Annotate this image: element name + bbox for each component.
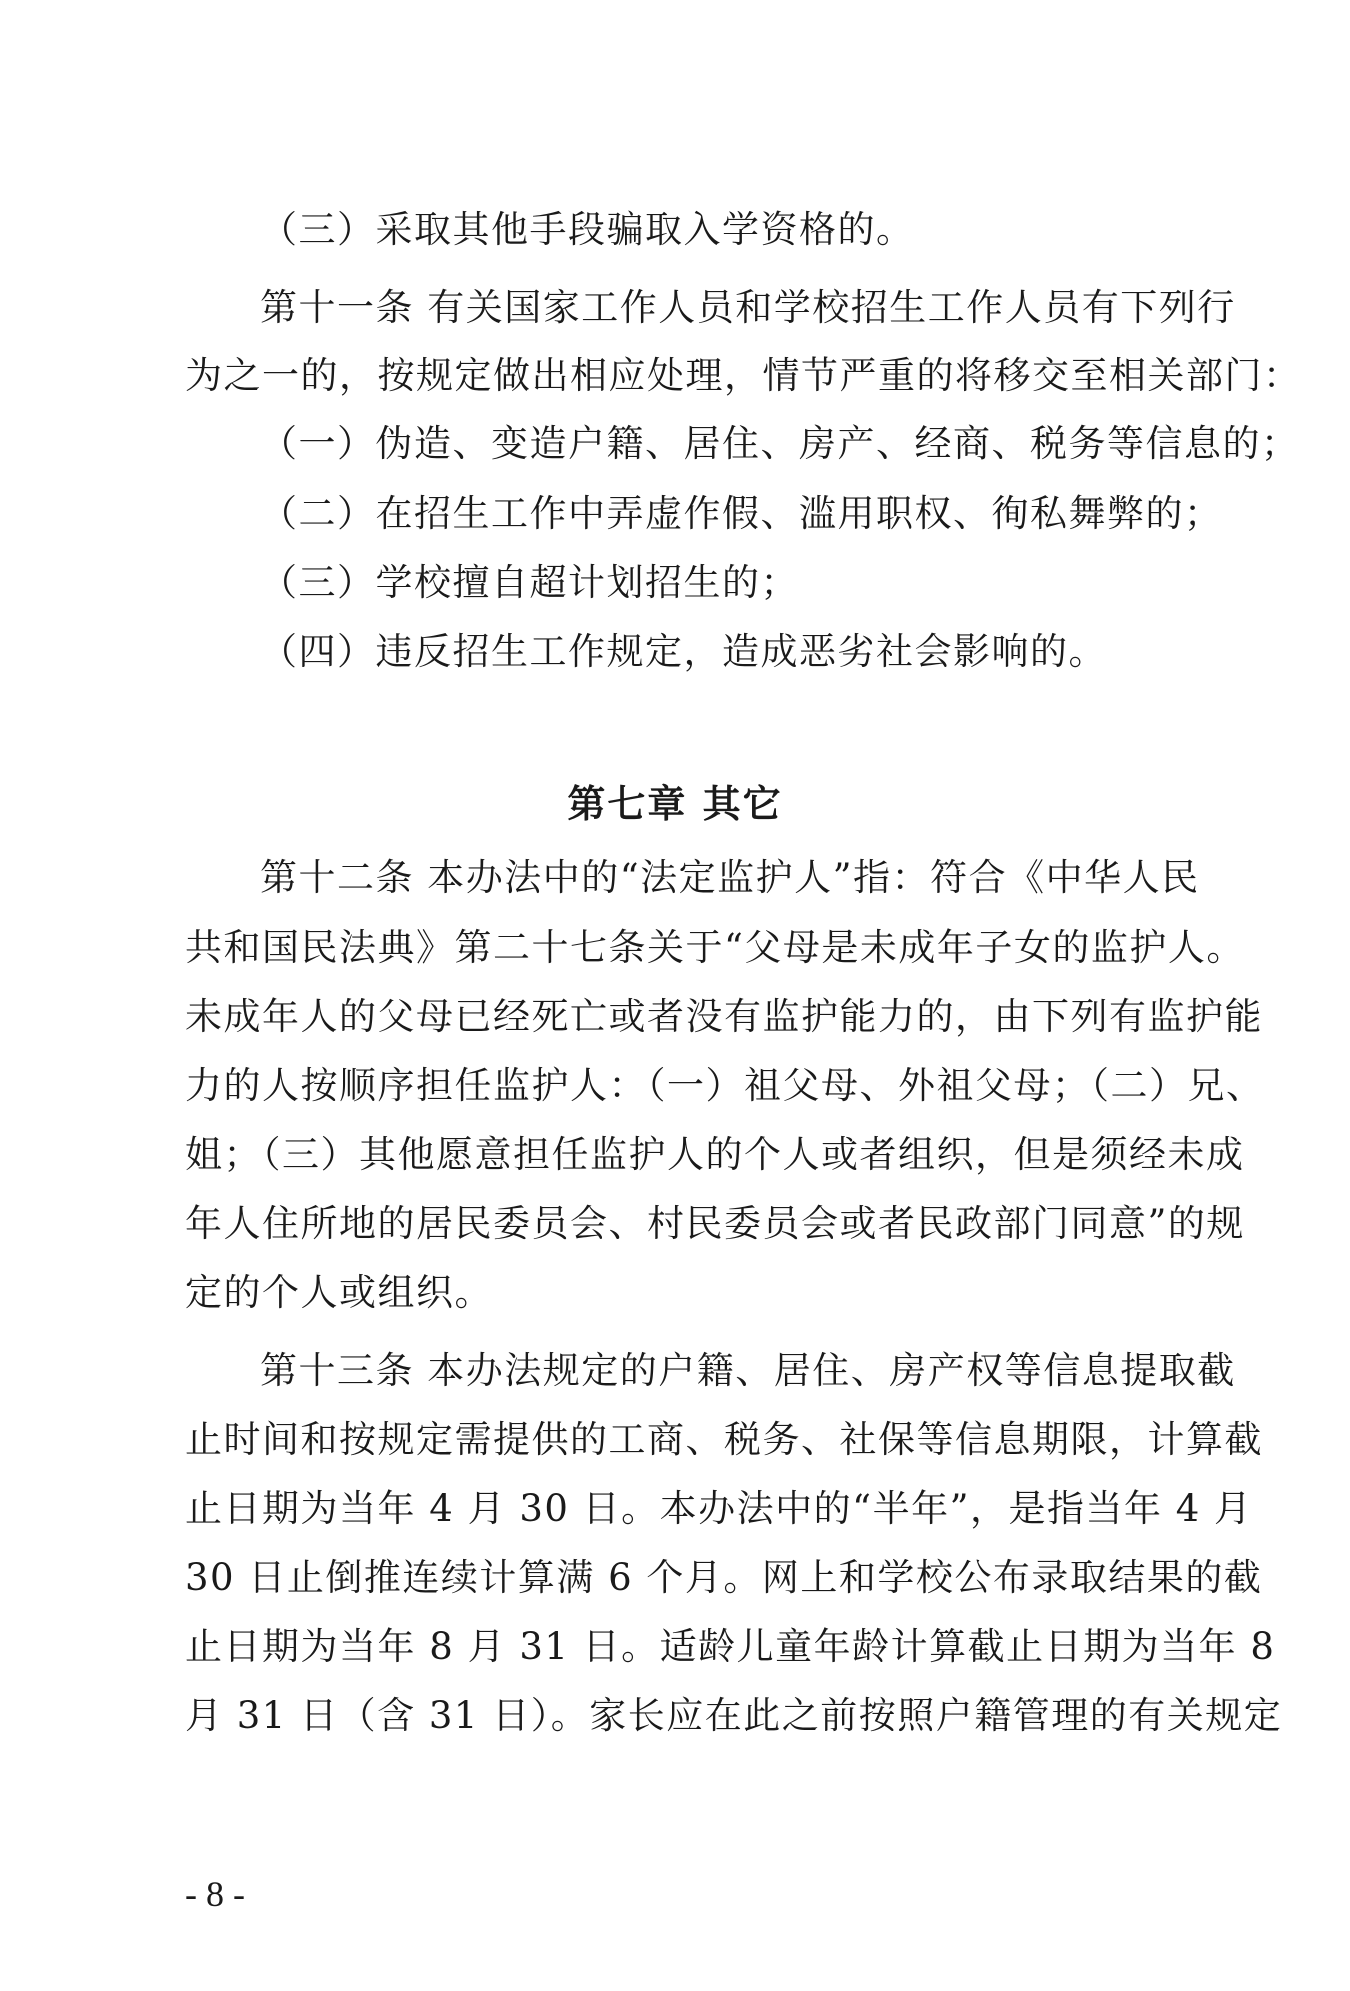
clause-3-over-enrollment: （三）学校擅自超计划招生的； <box>260 561 799 604</box>
article-12-line-2: 共和国民法典》第二十七条关于“父母是未成年子女的监护人。 <box>185 926 1245 969</box>
article-13-line-5: 止日期为当年 8 月 31 日。适龄儿童年龄计算截止日期为当年 8 <box>185 1625 1276 1668</box>
article-12-line-7: 定的个人或组织。 <box>185 1271 493 1314</box>
clause-2-malpractice: （二）在招生工作中弄虚作假、滥用职权、徇私舞弊的； <box>260 492 1223 535</box>
chapter-heading: 第七章 其它 <box>567 782 783 826</box>
article-12-line-3: 未成年人的父母已经死亡或者没有监护能力的，由下列有监护能 <box>185 995 1263 1038</box>
article-13-line-3: 止日期为当年 4 月 30 日。本办法中的“半年”，是指当年 4 月 <box>185 1487 1253 1530</box>
article-12-line-6: 年人住所地的居民委员会、村民委员会或者民政部门同意”的规 <box>185 1202 1245 1245</box>
article-11-line-2: 为之一的，按规定做出相应处理，情节严重的将移交至相关部门： <box>185 354 1302 397</box>
clause-3-fraud: （三）采取其他手段骗取入学资格的。 <box>260 208 915 251</box>
clause-4-violation: （四）违反招生工作规定，造成恶劣社会影响的。 <box>260 630 1107 673</box>
article-12-line-5: 姐；（三）其他愿意担任监护人的个人或者组织，但是须经未成 <box>185 1133 1245 1176</box>
article-13-line-6: 月 31 日（含 31 日）。家长应在此之前按照户籍管理的有关规定 <box>185 1694 1283 1737</box>
article-12-line-4: 力的人按顺序担任监护人：（一）祖父母、外祖父母；（二）兄、 <box>185 1064 1265 1107</box>
article-12-line-1: 第十二条 本办法中的“法定监护人”指：符合《中华人民 <box>260 856 1200 899</box>
article-13-line-4: 30 日止倒推连续计算满 6 个月。网上和学校公布录取结果的截 <box>185 1556 1263 1599</box>
page-number: - 8 - <box>185 1874 245 1914</box>
article-13-line-1: 第十三条 本办法规定的户籍、居住、房产权等信息提取截 <box>260 1349 1236 1392</box>
article-13-line-2: 止时间和按规定需提供的工商、税务、社保等信息期限，计算截 <box>185 1418 1263 1461</box>
clause-1-forgery: （一）伪造、变造户籍、居住、房产、经商、税务等信息的； <box>260 422 1300 465</box>
article-11-line-1: 第十一条 有关国家工作人员和学校招生工作人员有下列行 <box>260 286 1236 329</box>
